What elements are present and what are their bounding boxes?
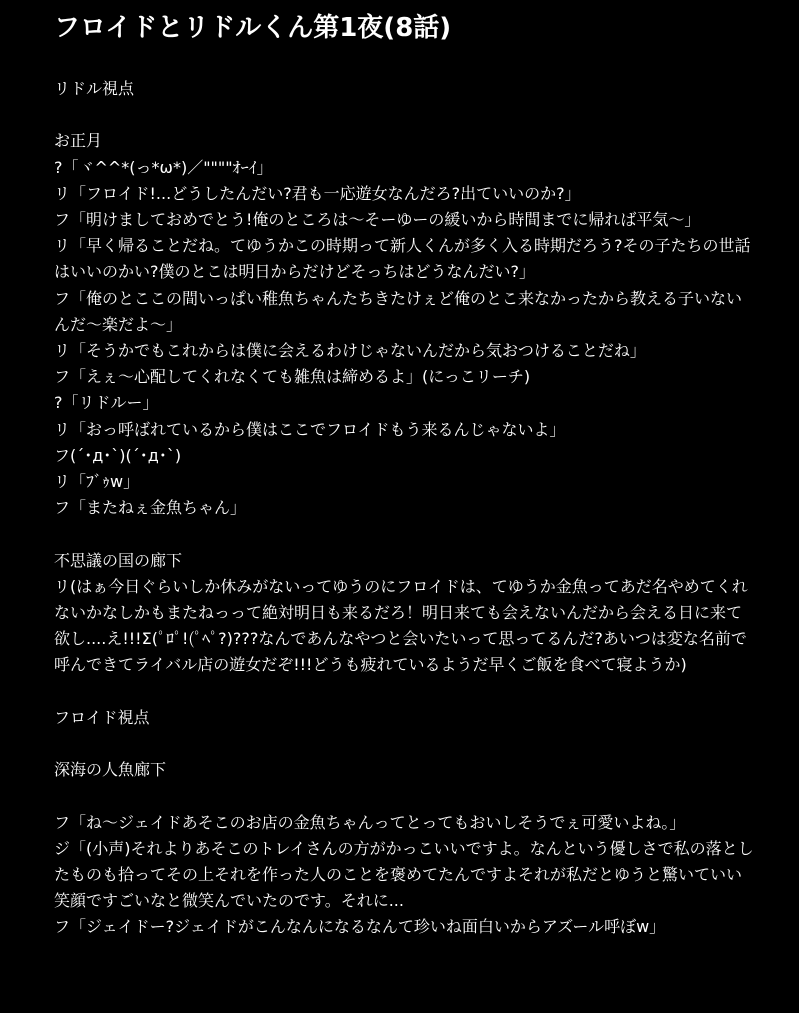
story-line: リ(はぁ今日ぐらいしか休みがないってゆうのにフロイドは、てゆうか金魚ってあだ名やめてくれないかなしかもまたねっって絶対明日も来るだろ！明日来ても会えないんだから会える日に来て欲し....え!!!Σ(ﾟﾛﾟ!(ﾟﾍﾟ?)???なんであんなやつと会いたいって思ってるんだ?あいつは変な名前で呼んできてライバル店の遊女だぞ!!!どうも疲れているようだ早くご飯を食べて寝ようか) bbox=[54, 576, 748, 675]
story-line: フ「ジェイドー?ジェイドがこんなんになるなんて珍いね面白いからアズール呼ぼw」 bbox=[54, 917, 666, 937]
blank-line bbox=[54, 731, 755, 757]
document-title: フロイドとリドルくん第1夜(8話) bbox=[54, 13, 452, 43]
story-line: リ「早く帰ることだね。てゆうかこの時期って新人くんが多く入る時期だろう?その子たちの世話はいいのかい?僕のとこは明日からだけどそっちはどうなんだい?」 bbox=[54, 236, 751, 282]
blank-line bbox=[54, 521, 755, 547]
story-line: フロイド視点 bbox=[54, 707, 150, 727]
story-body bbox=[54, 76, 755, 941]
story-line: フ「明けましておめでとう!俺のところは〜そーゆーの緩いから時間までに帰れば平気〜」 bbox=[54, 210, 701, 229]
story-line: 深海の人魚廊下 bbox=[54, 760, 167, 780]
story-line: リ「おっ呼ばれているから僕はここでフロイドもう来るんじゃないよ」 bbox=[54, 419, 566, 439]
story-line: フ「またねぇ金魚ちゃん」 bbox=[54, 498, 247, 518]
story-line: リドル視点 bbox=[54, 79, 135, 98]
story-line: ジ「(小声)それよりあそこのトレイさんの方がかっこいいですよ。なんという優しさで私の落としたものも拾ってその上それを作った人のことを褒めてたんですよそれが私だとゆうと驚いていい笑顔ですごいなと微笑んでいたのです。それに... bbox=[54, 838, 754, 911]
story-line: リ「ﾌﾞｩw」 bbox=[54, 472, 140, 492]
story-line: お正月 bbox=[54, 131, 103, 151]
story-line: フ「ね〜ジェイドあそこのお店の金魚ちゃんってとってもおいしそうでぇ可愛いよね。」 bbox=[54, 812, 686, 832]
story-line: フ(´･д･`)(´･д･`) bbox=[54, 445, 182, 465]
blank-line bbox=[54, 783, 755, 809]
story-line: ?「ヾ^^*(っ*ω*)／""""ｵｰｲ」 bbox=[54, 157, 273, 177]
blank-line bbox=[54, 102, 755, 128]
story-line: リ「フロイド!...どうしたんだい?君も一応遊女なんだろ?出ていいのか?」 bbox=[54, 183, 581, 203]
blank-line bbox=[54, 679, 755, 705]
story-line: 不思議の国の廊下 bbox=[54, 550, 183, 570]
story-line: リ「そうかでもこれからは僕に会えるわけじゃないんだから気おつけることだね」 bbox=[54, 341, 646, 361]
story-line: フ「俺のとここの間いっぱい稚魚ちゃんたちきたけぇど俺のとこ来なかったから教える子いないんだ〜楽だよ〜」 bbox=[54, 288, 743, 334]
story-line: フ「えぇ〜心配してくれなくても雑魚は締めるよ」(にっこリーチ) bbox=[54, 367, 531, 387]
story-line: ?「リドルー」 bbox=[54, 393, 159, 413]
